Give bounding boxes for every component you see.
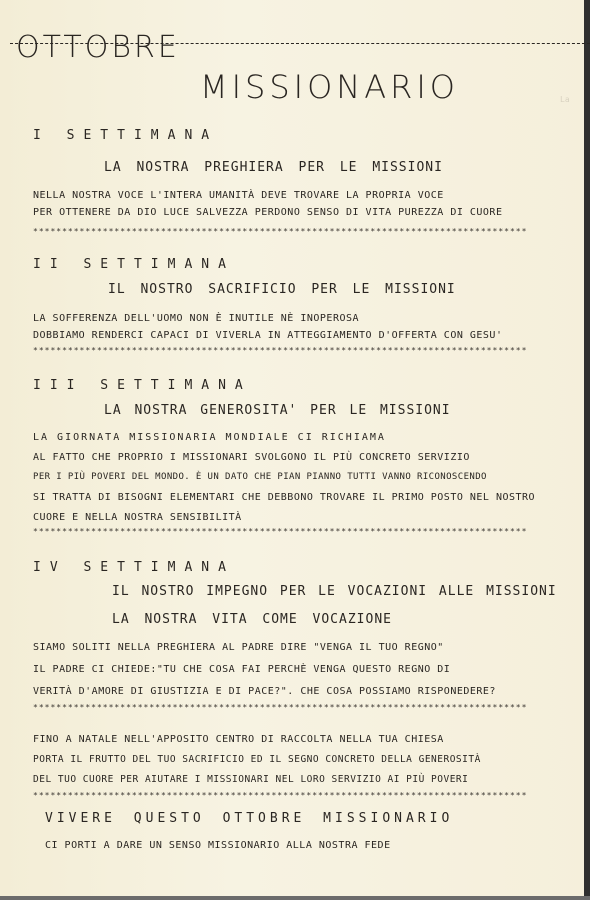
week-1-line-2: PER OTTENERE DA DIO LUCE SALVEZZA PERDONO SENSO DI VITA PUREZZA DI CUORE	[33, 207, 503, 218]
title-line-2: MISSIONARIO	[200, 68, 459, 106]
week-3-label: III SETTIMANA	[33, 378, 252, 393]
week-3-line-1: LA GIORNATA MISSIONARIA MONDIALE CI RICHIAMA	[33, 432, 386, 443]
week-3-line-4: SI TRATTA DI BISOGNI ELEMENTARI CHE DEBBONO TROVARE IL PRIMO POSTO NEL NOSTRO	[33, 492, 536, 503]
closing-line-2: PORTA IL FRUTTO DEL TUO SACRIFICIO ED IL SEGNO CONCRETO DELLA GENEROSITÀ	[33, 754, 481, 765]
week-3-line-5: CUORE E NELLA NOSTRA SENSIBILITÀ	[33, 512, 242, 523]
divider: *************************************************************************************	[33, 527, 528, 536]
week-2-heading: IL NOSTRO SACRIFICIO PER LE MISSIONI	[108, 282, 456, 297]
week-4-subheading: LA NOSTRA VITA COME VOCAZIONE	[112, 612, 392, 627]
motto-line-2: CI PORTI A DARE UN SENSO MISSIONARIO ALLA NOSTRA FEDE	[45, 840, 391, 851]
week-2-label: II SETTIMANA	[33, 257, 235, 272]
divider: *************************************************************************************	[33, 227, 528, 236]
divider: *************************************************************************************	[33, 791, 528, 800]
bleed-through: La	[560, 95, 570, 104]
week-1-heading: LA NOSTRA PREGHIERA PER LE MISSIONI	[104, 160, 443, 175]
week-4-line-1: SIAMO SOLITI NELLA PREGHIERA AL PADRE DIRE "VENGA IL TUO REGNO"	[33, 642, 444, 653]
closing-line-1: FINO A NATALE NELL'APPOSITO CENTRO DI RACCOLTA NELLA TUA CHIESA	[33, 734, 444, 745]
title-line-1: OTTOBRE	[16, 30, 180, 65]
week-4-heading: IL NOSTRO IMPEGNO PER LE VOCAZIONI ALLE MISSIONI	[112, 584, 557, 599]
week-3-line-3: PER I PIÙ POVERI DEL MONDO. È UN DATO CHE PIAN PIANNO TUTTI VANNO RICONOSCENDO	[33, 472, 487, 482]
closing-line-3: DEL TUO CUORE PER AIUTARE I MISSIONARI NEL LORO SERVIZIO AI PIÙ POVERI	[33, 774, 469, 785]
week-4-label: IV SETTIMANA	[33, 560, 235, 575]
divider: *************************************************************************************	[33, 346, 528, 355]
week-1-label: I SETTIMANA	[33, 128, 219, 143]
divider: *************************************************************************************	[33, 703, 528, 712]
week-2-line-2: DOBBIAMO RENDERCI CAPACI DI VIVERLA IN ATTEGGIAMENTO D'OFFERTA CON GESU'	[33, 330, 503, 341]
week-4-line-2: IL PADRE CI CHIEDE:"TU CHE COSA FAI PERCHÈ VENGA QUESTO REGNO DI	[33, 664, 451, 675]
motto-line-1: VIVERE QUESTO OTTOBRE MISSIONARIO	[45, 811, 454, 826]
scan-edge-bottom	[0, 896, 590, 900]
week-3-line-2: AL FATTO CHE PROPRIO I MISSIONARI SVOLGONO IL PIÙ CONCRETO SERVIZIO	[33, 452, 470, 463]
week-3-heading: LA NOSTRA GENEROSITA' PER LE MISSIONI	[104, 403, 451, 418]
week-4-line-3: VERITÀ D'AMORE DI GIUSTIZIA E DI PACE?". CHE COSA POSSIAMO RISPONEDERE?	[33, 686, 496, 697]
week-1-line-1: NELLA NOSTRA VOCE L'INTERA UMANITÀ DEVE TROVARE LA PROPRIA VOCE	[33, 190, 444, 201]
scan-edge	[584, 0, 590, 900]
week-2-line-1: LA SOFFERENZA DELL'UOMO NON È INUTILE NÈ INOPEROSA	[33, 313, 360, 324]
